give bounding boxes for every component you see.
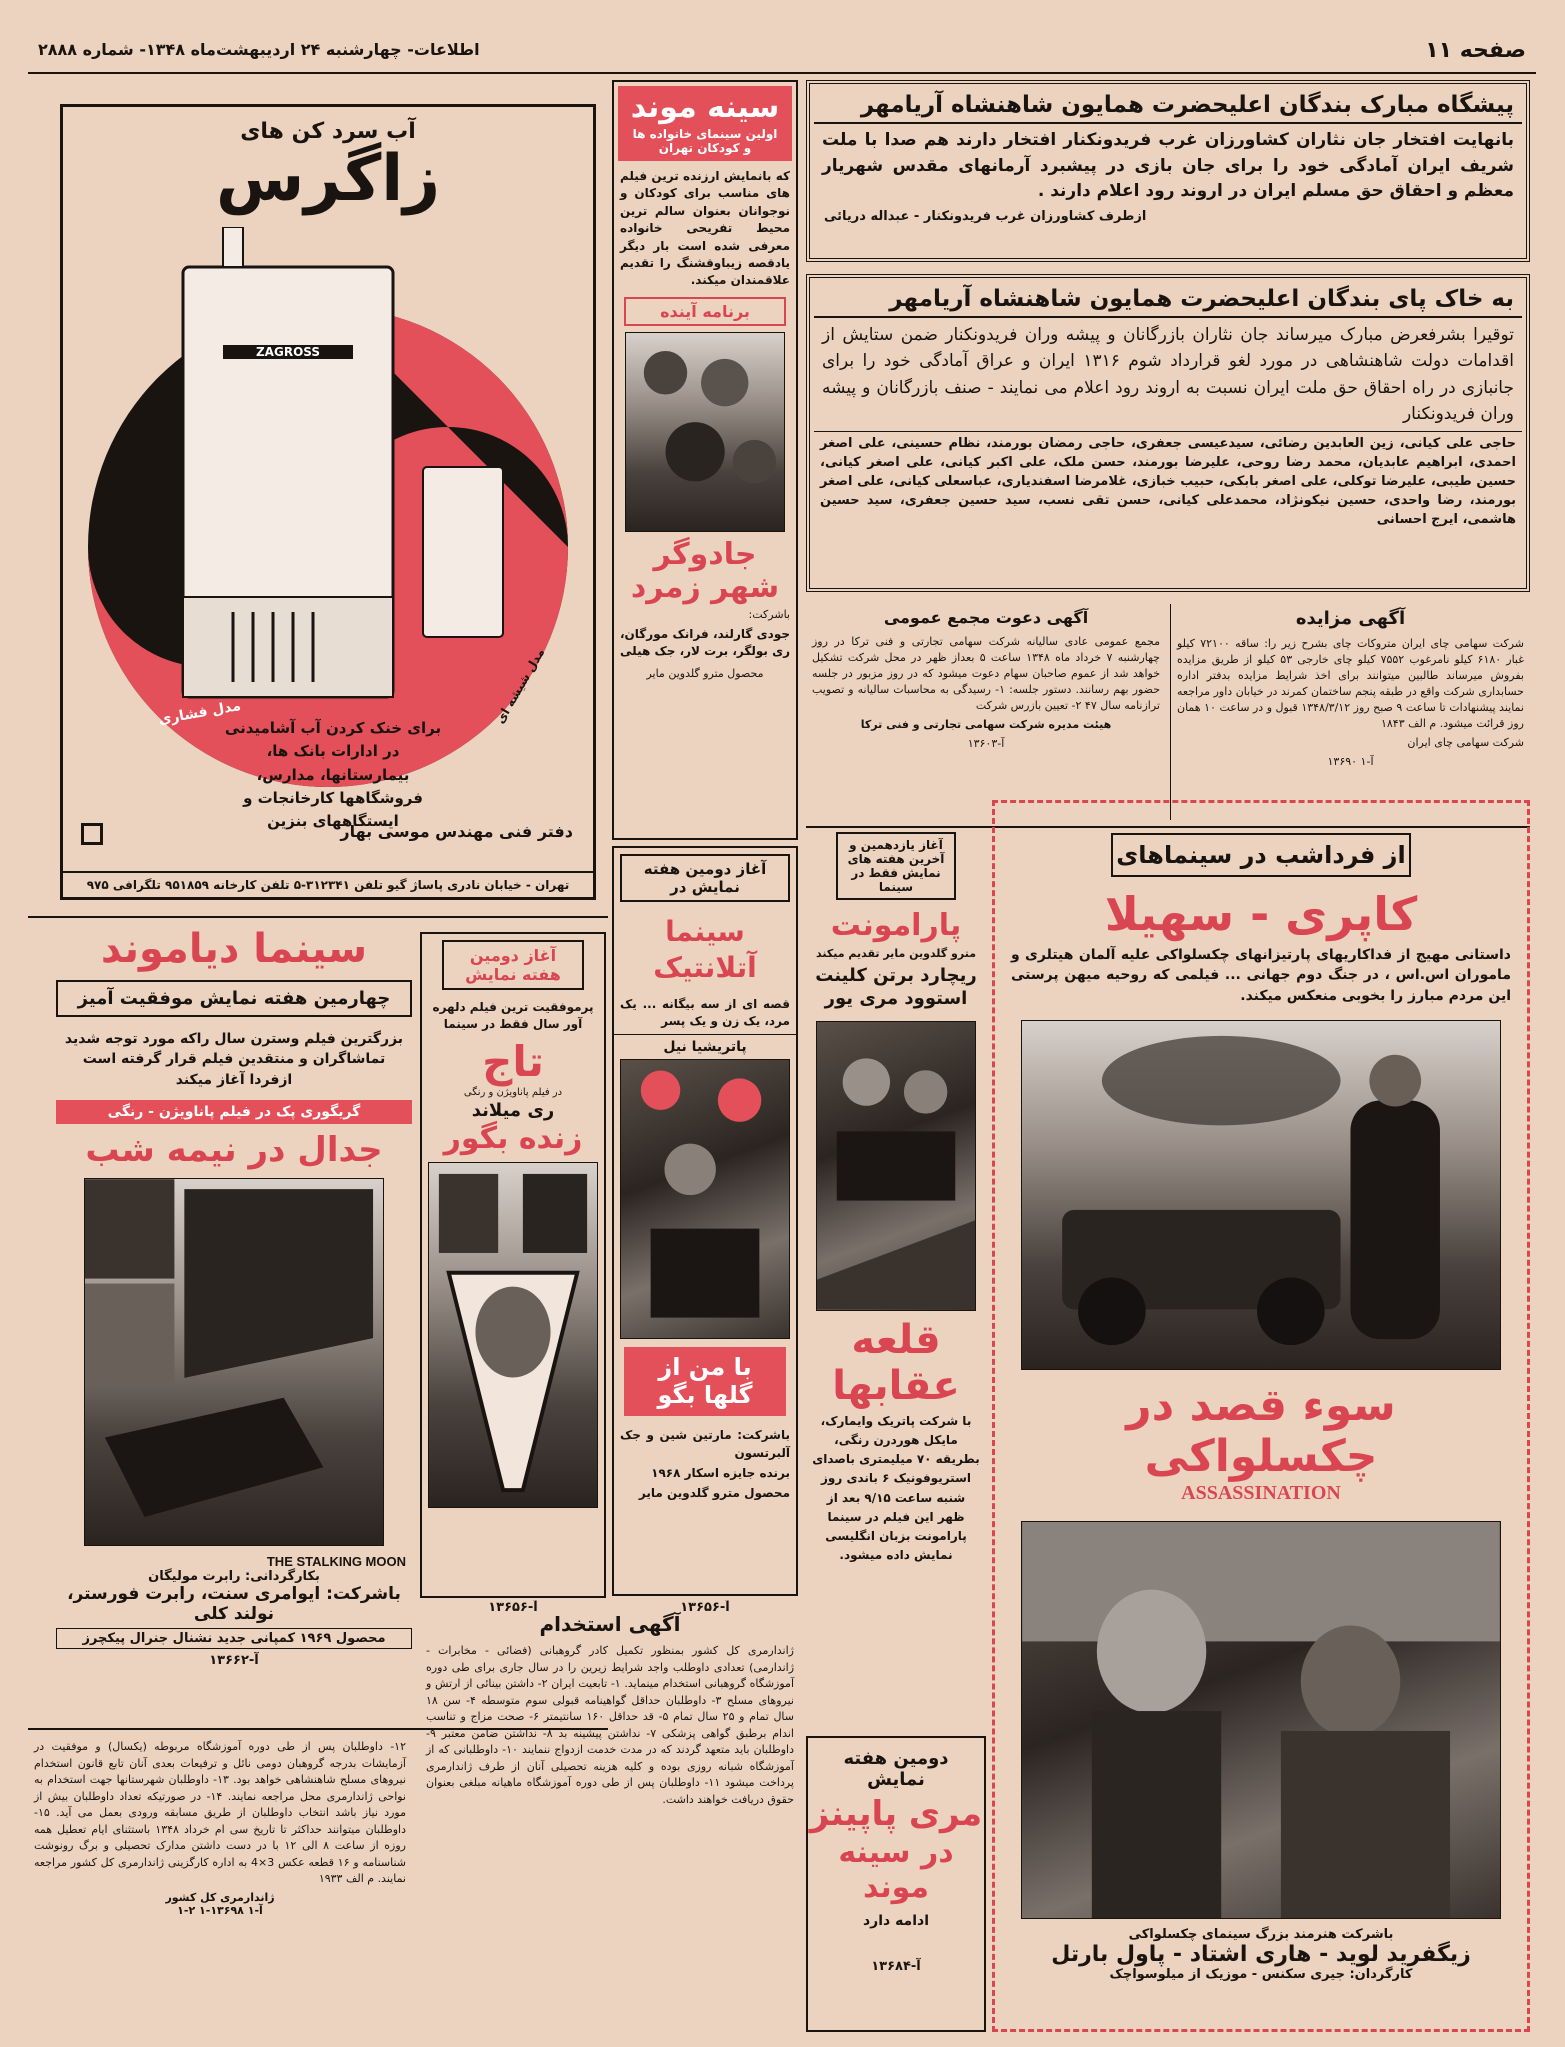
soldier-scene-illustration <box>1022 1522 1500 1918</box>
cinema-mond-ad <box>612 80 798 840</box>
western-poster-illustration <box>85 1179 383 1545</box>
diamond-director: بکارگردانی: رابرت مولیگان <box>148 1568 320 1584</box>
wizard-cast-label: باشرکت: <box>748 607 790 621</box>
atlantic-poster <box>620 1059 790 1339</box>
zagross-machine-label: ZAGROSS <box>223 345 353 359</box>
auction-notice <box>1170 604 1530 820</box>
taj-star: ری میلاند <box>471 1100 555 1122</box>
mond-subtitle: اولین سینمای خانواده ها و کودکان تهران <box>632 127 778 155</box>
taj-intro: پرموفقیت ترین فیلم دلهره آور سال فقط در سینما <box>432 1000 594 1032</box>
taj-ref: آ-۱۳۶۵۶ <box>488 1600 538 1615</box>
diamond-subheader-box <box>56 980 412 1017</box>
diamond-subheader: چهارمین هفته نمایش موفقیت آمیز <box>77 988 391 1009</box>
mp-header: دومین هفته نمایش <box>843 1748 949 1790</box>
ad-header-box <box>1111 833 1411 877</box>
assembly-ref: آ-۱۳۶۰۳ <box>967 736 1005 750</box>
zagross-model-1: مدل فشاری <box>157 697 243 729</box>
zagross-office: دفتر فنی مهندس موسی بهار <box>340 822 573 841</box>
mp-ref: آ-۱۳۶۸۴ <box>871 1958 921 1974</box>
paramount-poster <box>816 1021 976 1311</box>
employment-signature: ژاندارمری کل کشور <box>165 1890 275 1904</box>
assembly-body: مجمع عمومی عادی سالیانه شرکت سهامی تجارتی و فنی ترکا در روز چهارشنبه ۷ خرداد ماه ۱۳۴۸ ساعت ۵ بعداز ظهر در محل شرکت تشکیل خواهد شد از عموم صاحبان سهام دعوت میشود که در روز مزبور در جلسه حضور بهم رسانند. دستور جلسه: ۱- رسیدگی به محاسبات سالیانه و تصویب ترازنامه سال ۴۷ ۲- تعیین بازرس شرکت <box>812 635 1161 712</box>
notice-loyalty-farmers <box>806 80 1530 262</box>
auction-signature: شرکت سهامی چای ایران <box>1407 735 1524 749</box>
diamond-title: سینما دیاموند <box>100 926 368 972</box>
paramount-stars: ریچارد برتن کلینت استوود مری یور <box>815 965 977 1010</box>
mond-title: سینه موند <box>630 90 780 125</box>
taj-poster <box>428 1162 598 1508</box>
paramount-presents: مترو گلدوین مایر تقدیم میکند <box>815 947 977 960</box>
atlantic-title-band <box>624 1347 786 1417</box>
paramount-film-title: قلعه عقابها <box>832 1316 960 1409</box>
ad-film-title: سوء قصد در چکسلواکی <box>1126 1379 1396 1482</box>
mp-continues: ادامه دارد <box>862 1912 930 1929</box>
diamond-producer: محصول ۱۹۶۹ کمپانی جدید نشنال جنرال پیکچرز <box>82 1630 386 1646</box>
car-scene-illustration <box>1022 1021 1500 1369</box>
mp-title: مری پاپینز <box>809 1794 983 1834</box>
atlantic-film-title: با من از گلها بگو <box>657 1352 753 1410</box>
taj-film-title: زنده بگور <box>443 1121 583 1157</box>
mary-poppins-ad <box>806 1736 986 2032</box>
diamond-ref: آ-۱۳۶۶۲ <box>209 1652 259 1668</box>
mond-body: که بانمایش ارزنده ترین فیلم های مناسب برای کودکان و نوجوانان بعنوان سالم ترین محیط تفریحی خانواده معرفی شده است بار دیگر یادقصه زیباوقشنگ را تقدیم علاقمندان میکند. <box>620 169 790 288</box>
ad-header: از فرداشب در سینماهای <box>1116 841 1406 869</box>
wizard-title-1: جادوگر <box>653 536 757 572</box>
taj-header-box <box>442 940 584 990</box>
atlantic-ref: آ-۱۳۶۵۶ <box>680 1600 730 1615</box>
zagross-subtitle: آب سرد کن های <box>240 119 416 144</box>
wizard-producer: محصول مترو گلدوین مایر <box>646 667 764 681</box>
ad-crew: کارگردان: جیری سکنس - موزیک از میلوسواچک <box>1109 1966 1413 1982</box>
issue-info: اطلاعات- چهارشنبه ۲۴ اردیبهشت‌ماه ۱۳۴۸- شماره ۲۸۸۸ <box>38 40 480 59</box>
ad-english-title: ASSASSINATION <box>1181 1481 1341 1504</box>
zagross-ad <box>60 104 596 900</box>
taj-title: تاج <box>482 1036 544 1086</box>
ad-stars: زیگفرید لوید - هاری اشتاد - پاول بارتل <box>1051 1941 1471 1967</box>
notice-signature: ازطرف کشاورزان غرب فریدونکنار - عبداله دریائی <box>824 208 1147 224</box>
ad-synopsis: داستانی مهیج از فداکاریهای پارتیزانهای چکسلواکی علیه آلمان هیتلری و ماموران اس.اس ، در جنگ دوم جهانی ... فیلمی که روحیه میهن پرستی این مردم مبارز را بخوبی منعکس میکند. <box>1011 947 1511 1004</box>
atlantic-star: پاتریشیا نیل <box>663 1038 747 1055</box>
assembly-signature: هیئت مدیره شرکت سهامی تجارتی و فنی ترکا <box>860 717 1112 731</box>
zagross-address: تهران - خیابان نادری پاساژ گیو تلفن ۳۱۲۳۴۱-۵ تلفن کارخانه ۹۵۱۸۵۹ تلگرافی ۹۷۵ <box>63 871 593 897</box>
atlantic-ad <box>612 846 798 1596</box>
auction-body: شرکت سهامی چای ایران متروکات چای بشرح زیر را: ساقه ۷۲۱۰۰ کیلو غبار ۶۱۸۰ کیلو نامرغوب ۷۵۵۲ کیلو چای خارجی ۵۳ کیلو از طریق مزایده بفروش میرساند طالبین میتوانند برای اخذ شرایط مزایده بدفتر اداره حسابداری شرکت واقع در طبقه پنجم ساختمان کمرند در خیابان داور مراجعه نمایند پیشنهادات تا ساعت ۹ صبح روز ۱۳۴۸/۳/۱۲ قبول و در ساعت ۱۰ همان روز قرائت میشود. م الف ۱۸۴۳ <box>1177 637 1524 730</box>
zagross-logo <box>81 823 103 845</box>
diamond-english-title: THE STALKING MOON <box>266 1553 406 1569</box>
auction-ref: آ-۱ ۱۳۶۹۰ <box>1327 754 1374 768</box>
film-still-soldier <box>1021 1521 1501 1919</box>
assembly-title: آگهی دعوت مجمع عمومی <box>883 608 1089 627</box>
wizard-cast-illustration <box>626 333 784 531</box>
taj-ad <box>420 932 606 1598</box>
employment-notice-main <box>420 1608 800 2032</box>
notice-loyalty-merchants <box>806 274 1530 592</box>
notice-title: پیشگاه مبارک بندگان اعلیحضرت همایون شاهنشاه آریامهر <box>814 88 1522 124</box>
diamond-producer-box <box>56 1628 412 1649</box>
employment-title: آگهی استخدام <box>539 1612 681 1636</box>
paramount-header: آغاز یازدهمین و آخرین هفته های نمایش فقط در سینما <box>847 838 945 894</box>
atlantic-header-box <box>620 854 790 902</box>
diamond-cast: باشرکت: ایوامری سنت، رابرت فورستر، نولند کلی <box>67 1583 401 1624</box>
atlantic-award: برنده جایزه اسکار ۱۹۶۸ <box>651 1465 790 1480</box>
notice-body: توقیرا بشرفعرض مبارک میرساند جان نثاران بازرگانان و پیشه وران فریدونکنار ضمن ستایش از اقدامات دولت شاهنشاهی در مورد لغو قرارداد شوم ۱۳۱۶ ایران و عراق آمادگی خود را برای جانبازی در راه احقاق حق ملت ایران نسبت به اروند رود اعلام می نمایند - صنف بازرگانان و پیشه وران فریدونکنار <box>822 325 1514 425</box>
mond-title-band <box>618 86 792 161</box>
notice-title: به خاک پای بندگان اعلیحضرت همایون شاهنشاه آریامهر <box>814 282 1522 318</box>
page-header <box>28 30 1536 70</box>
diamond-film-title: جدال در نیمه شب <box>85 1129 383 1170</box>
wizard-title-2: شهر زمرد <box>630 569 780 605</box>
zagross-brand: زاگرس <box>215 142 441 216</box>
diamond-poster <box>84 1178 384 1546</box>
wizard-poster <box>625 332 785 532</box>
paramount-header-box <box>836 832 956 900</box>
zagross-model-2: مدل شیشه ای <box>493 645 548 726</box>
atlantic-producer: محصول مترو گلدوین مایر <box>638 1486 790 1501</box>
paramount-ad <box>806 828 986 1726</box>
employment-notice-cont <box>28 1736 412 2032</box>
paramount-details: با شرکت پاتریک وایمارک، مایکل هوردرن رنگی، بطریقه ۷۰ میلیمتری باصدای استریوفونیک ۶ باندی روز شنبه ساعت ۹/۱۵ بعد از ظهر این فیلم در سینما پارامونت بزبان انگلیسی نمایش داده میشود. <box>812 1413 980 1563</box>
employment-ref: آ-۱ ۱۳۶۹۸-۱ ۲-۱ <box>177 1903 263 1917</box>
atlantic-tagline: قصه ای از سه بیگانه ... یک مرد، یک زن و یک پسر <box>614 993 796 1035</box>
notice-body: بانهایت افتخار جان نثاران کشاورزان غرب فریدونکنار افتخار دارند هم صدا با ملت شریف ایران آمادگی خود را برای جان بازی در پیشبرد آرمانهای مقدس شهریار معظم و احقاق حق مسلم ایران در اروند رود اعلام دارند . <box>822 130 1514 201</box>
mond-upcoming: برنامه آینده <box>660 301 750 321</box>
atlantic-header: آغاز دومین هفته نمایش در <box>643 860 767 896</box>
horror-poster-illustration <box>429 1163 597 1507</box>
employment-body: ژاندارمری کل کشور بمنظور تکمیل کادر گروهبانی (فضائی - مخابرات - ژاندارمی) تعدادی داوطلب واجد شرایط زیرین را در سال جاری برای طی دوره آموزشگاه گروهبانی استخدام مینماید. ۱- تابعیت ایران ۲- داشتن بینائی از ارتش و نیروهای مسلح ۳- داوطلبان حداقل گواهینامه قبولی سوم متوسطه ۴- سن ۱۸ سال تمام و ۲۵ سال تمام ۵- قد حداقل ۱۶۰ سانتیمتر ۶- صحت مزاج و تناسب اندام برطبق گواهی پزشکی ۷- نداشتن پیشینه بد ۸- نداشتن ضامن معتبر ۹- داوطلبان باید متعهد گردند که در مدت خدمت ازدواج ننمایند ۱۰- داوطلبانی که از آموزشگاه شبانه روزی بوده و کلیه هزینه تحصیلی آنان از طرف ژاندارمری پرداخت میشود ۱۱- داوطلبان پس از طی دوره آموزشگاه ماهیانه مبلغی بعنوان حقوق دریافت خواهند داشت. <box>426 1644 795 1806</box>
ad-cinemas: کاپری - سهیلا <box>1104 887 1418 941</box>
diamond-body: بزرگترین فیلم وسترن سال راکه مورد توجه شدید تماشاگران و منتقدین فیلم قرار گرفته است ازفردا آغاز میکند <box>64 1031 404 1088</box>
film-still-car <box>1021 1020 1501 1370</box>
diamond-band-text: گریگوری پک در فیلم پاناویژن - رنگی <box>107 1103 361 1120</box>
diamond-ad <box>56 926 412 1722</box>
paramount-title: پارامونت <box>830 908 962 943</box>
taj-tag: در فیلم پاناویژن و رنگی <box>463 1086 563 1098</box>
zagross-tagline: برای خنک کردن آب آشامیدنی در ادارات بانک ها، بیمارستانها، مدارس، فروشگاهها کارخانجات و ایستگاههای بنزین <box>224 719 442 830</box>
ad-cast-label: باشرکت هنرمند بزرگ سینمای چکسلواکی <box>1128 1926 1394 1942</box>
wizard-cast: جودی گارلند، فرانک مورگان، ری بولگر، برت لار، جک هیلی <box>620 626 790 659</box>
atlantic-cast: باشرکت: مارتین شین و جک آلبرتسون <box>620 1428 790 1460</box>
employment-body-cont: ۱۲- داوطلبان پس از طی دوره آموزشگاه مربوطه (یکسال) و موفقیت در آزمایشات بدرجه گروهبان دومی نائل و ترفیعات بعدی آنان تابع قانون استخدام نیروهای مسلح شاهنشاهی خواهد بود. ۱۳- داوطلبان شهرستانها جهت استخدام به نواحی ژاندارمری محل مراجعه نمایند. ۱۴- در صورتیکه تعداد داوطلبان بیش از مورد نیاز باشد انتخاب داوطلبان از طریق مسابقه ورودی بعمل می آید. ۱۵- داوطلبان میتوانند حداکثر تا تاریخ سی ام خرداد ۱۳۴۸ باستثنای ایام تعطیل همه روزه از ساعت ۸ الی ۱۲ با در دست داشتن مدارک تحصیلی و برگ رونوشت شناسنامه و ۱۶ قطعه عکس 3×4 به اداره کارگزینی ژاندارمری کل کشور مراجعه نمایند. م الف ۱۹۳۳ <box>34 1740 407 1885</box>
page-number: صفحه ۱۱ <box>1425 38 1526 63</box>
war-poster-illustration <box>817 1022 975 1310</box>
taj-header: آغاز دومین هفته نمایش <box>465 946 561 984</box>
flowers-poster-illustration <box>621 1060 789 1338</box>
diamond-band <box>56 1100 412 1124</box>
mp-place: در سینه موند <box>838 1834 954 1905</box>
atlantic-title: سینما آتلانتیک <box>653 915 757 985</box>
mond-upcoming-box <box>624 297 786 326</box>
notice-names: حاجی علی کیانی، زین العابدین رضائی، سیدعیسی جعفری، حاجی رمضان بورمند، نظام حسینی، علی اصغر احمدی، ابراهیم عابدیان، محمد رضا روحی، علیرضا بورمند، حسن ملک، علی اکبر کیانی، علی اصغر کیانی، حسین طیبی، علیرضا توکلی، علی اصغر بابکی، حبیب خبازی، غلامرضا اسفندیاری، عباسعلی کیانی، علی اصغر بورمند، رضا واحدی، حسین نیکونژاد، محمدعلی کیانی، حسن تقی نسب، سید حسین جعفری، سید حسین هاشمی، ایرج احسانی <box>814 431 1522 532</box>
assembly-notice <box>806 604 1166 820</box>
auction-title: آگهی مزایده <box>1295 608 1406 629</box>
assassination-ad <box>992 800 1530 2032</box>
